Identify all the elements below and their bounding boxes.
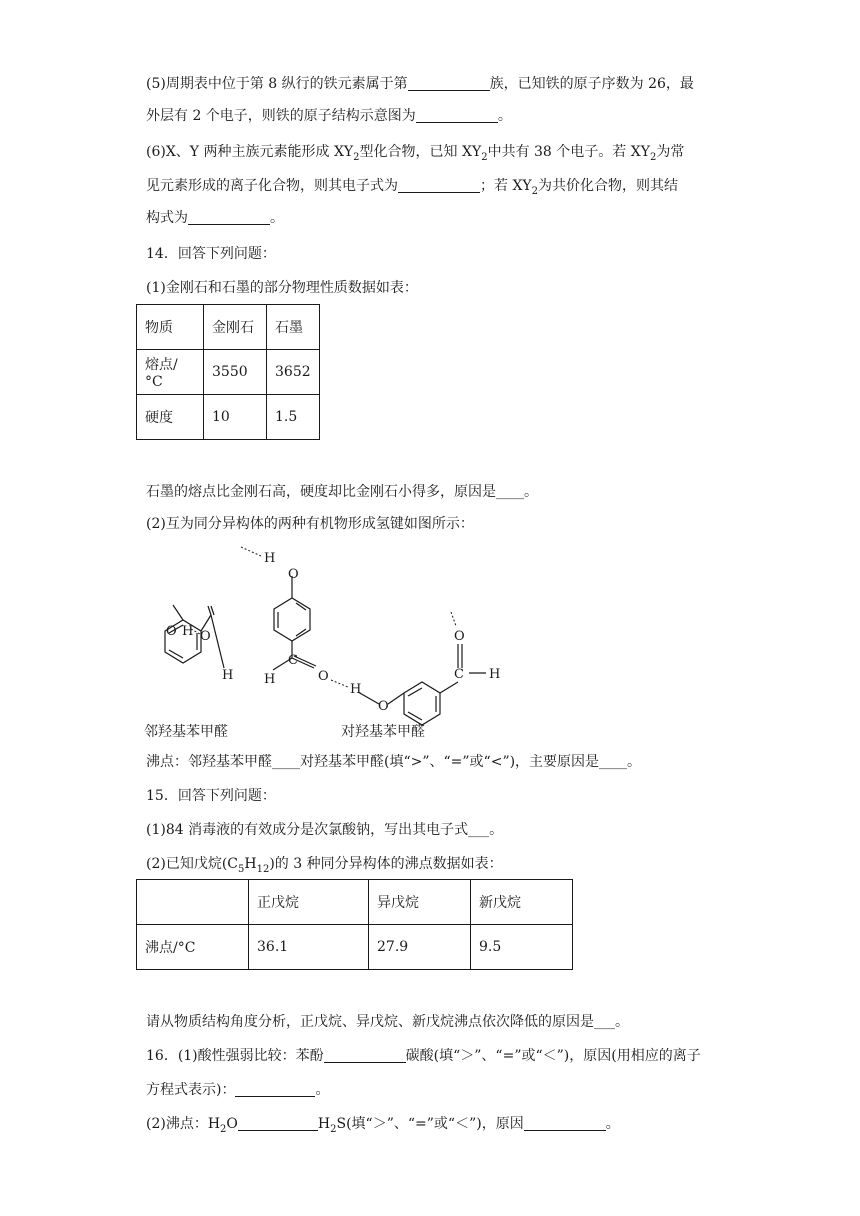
table-row: 硬度 10 1.5: [137, 395, 320, 440]
q15-heading: 15．回答下列问题：: [146, 788, 276, 804]
atom-label: O: [318, 669, 329, 684]
answer-blank[interactable]: [416, 108, 498, 123]
q14-1-prompt: (1)金刚石和石墨的部分物理性质数据如表：: [146, 280, 418, 296]
q14-2-question: 沸点：邻羟基苯甲醛____对羟基苯甲醛(填“>”、“=”或“<”)，主要原因是____。: [146, 754, 642, 770]
table-row: 沸点/°C 36.1 27.9 9.5: [137, 925, 573, 970]
answer-blank[interactable]: [188, 210, 270, 225]
q14-1-question: 石墨的熔点比金刚石高，硬度却比金刚石小得多，原因是____。: [146, 484, 538, 500]
pentane-boiling-table: [136, 879, 573, 970]
atom-label: O: [378, 699, 389, 714]
atom-label: C: [288, 653, 298, 668]
q16-2-line: (2)沸点：$H_2O$ $H_2S$(填“＞”、“=”或“＜”)，原因 。: [146, 1116, 620, 1135]
answer-blank[interactable]: [408, 76, 490, 91]
atom-label: O: [288, 567, 299, 582]
q16-1-line2: 方程式表示)： 。: [146, 1082, 330, 1098]
atom-label: C: [454, 667, 464, 682]
atom-label: O: [166, 624, 177, 639]
q14-heading: 14．回答下列问题：: [146, 246, 276, 262]
atom-label: H: [350, 682, 362, 697]
answer-blank[interactable]: [235, 1082, 315, 1097]
atom-label: O: [200, 629, 211, 644]
atom-label: H: [222, 668, 234, 683]
atom-label: H: [489, 667, 501, 682]
q13-5-line1: (5)周期表中位于第 8 纵行的铁元素属于第 族，已知铁的原子序数为 26，最: [146, 76, 694, 92]
table-row: 熔点/°C 3550 3652: [137, 350, 320, 395]
answer-blank[interactable]: [398, 178, 480, 193]
answer-blank[interactable]: [524, 1116, 606, 1131]
table-row: 物质 金刚石 石墨: [137, 305, 320, 350]
hydrogen-bond-figure: [136, 540, 516, 740]
atom-label: O: [454, 629, 465, 644]
diamond-graphite-table: [136, 304, 320, 440]
atom-label: H: [264, 672, 276, 687]
answer-blank[interactable]: [238, 1116, 318, 1131]
figure-label-right: 对羟基苯甲醛: [341, 724, 425, 740]
q15-2-question: 请从物质结构角度分析，正戊烷、异戊烷、新戊烷沸点依次降低的原因是___。: [146, 1014, 629, 1030]
q15-1-question: (1)84 消毒液的有效成分是次氯酸钠，写出其电子式___。: [146, 822, 504, 838]
q13-6-line3: 构式为 。: [146, 210, 284, 226]
q16-1-line1: 16．(1)酸性强弱比较：苯酚 碳酸(填“＞”、“=”或“＜”)，原因(用相应的离子: [146, 1048, 701, 1064]
figure-label-left: 邻羟基苯甲醛: [144, 724, 228, 740]
q14-2-prompt: (2)互为同分异构体的两种有机物形成氢键如图所示：: [146, 516, 474, 532]
q13-5-line2: 外层有 2 个电子，则铁的原子结构示意图为 。: [146, 108, 512, 124]
atom-label: H: [182, 624, 194, 639]
answer-blank[interactable]: [324, 1048, 406, 1063]
table-row: 正戊烷 异戊烷 新戊烷: [137, 880, 573, 925]
atom-label: H: [264, 551, 276, 566]
q15-2-prompt: (2)已知戊烷$(C_5H_{12})$的 3 种同分异构体的沸点数据如表：: [146, 856, 503, 875]
q13-6-line2: 见元素形成的离子化合物，则其电子式为 ；若 $XY_2$为共价化合物，则其结: [146, 178, 679, 197]
q13-6-line1: (6)X、Y 两种主族元素能形成 $XY_2$型化合物，已知 $XY_2$中共有 38 个电子。若 $XY_2$为常: [146, 144, 685, 163]
